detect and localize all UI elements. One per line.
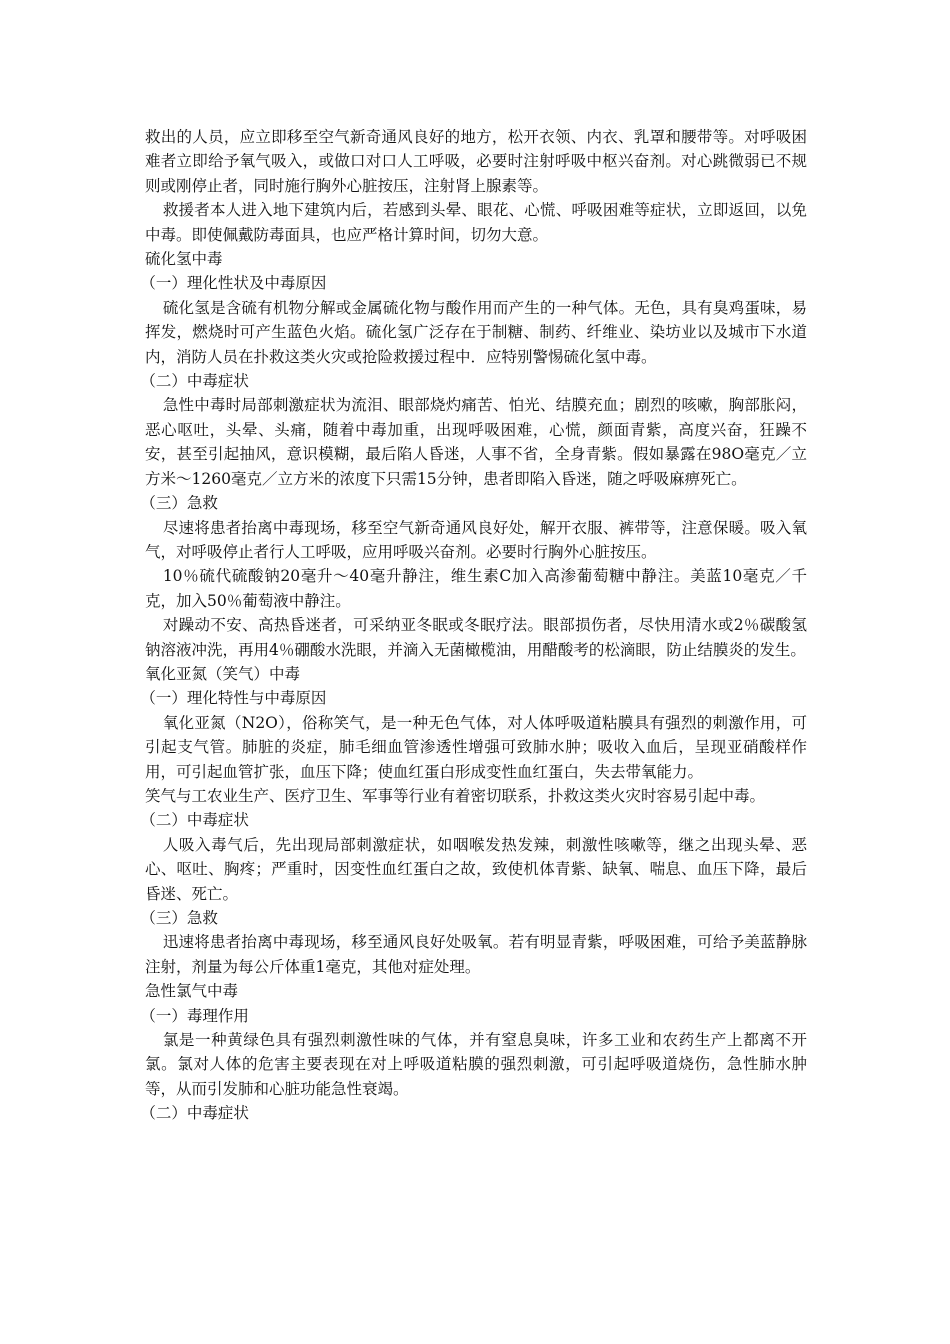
subheading-h2s-first-aid: （三）急救: [140, 494, 218, 513]
paragraph-h2s-first-aid-3: 对躁动不安、高热昏迷者，可采纳亚冬眠或冬眠疗法。眼部损伤者，尽快用清水或2％碳酸氢钠溶液冲洗，再用4％硼酸水洗眼，并滴入无菌橄榄油，用醋酸考的松滴眼，防止结膜炎的发生。: [145, 616, 807, 659]
paragraph-rescuer-safety: 救援者本人进入地下建筑内后，若感到头晕、眼花、心慌、呼吸困难等症状，立即返回，以免中毒。即使佩戴防毒面具，也应严格计算时间，切勿大意。: [145, 201, 807, 244]
subheading-n2o-properties: （一）理化特性与中毒原因: [140, 689, 327, 708]
subheading-n2o-first-aid: （三）急救: [140, 909, 218, 927]
paragraph-h2s-first-aid-1: 尽速将患者抬离中毒现场，移至空气新奇通风良好处，解开衣服、裤带等，注意保暖。吸入氧气，对呼吸停止者行人工呼吸，应用呼吸兴奋剂。必要时行胸外心脏按压。: [145, 518, 807, 561]
section-title-n2o: 氧化亚氮（笑气）中毒: [145, 664, 301, 683]
section-title-chlorine: 急性氯气中毒: [145, 982, 239, 1001]
subheading-chlorine-toxicology: （一）毒理作用: [140, 1006, 249, 1025]
paragraph-h2s-properties: 硫化氢是含硫有机物分解或金属硫化物与酸作用而产生的一种气体。无色，具有臭鸡蛋味，易挥发，燃烧时可产生蓝色火焰。硫化氢广泛存在于制糖、制药、纤维业、染坊业以及城市下水道内，消防人员在扑救这类火灾或抢险救援过程中．应特别警惕硫化氢中毒。: [145, 298, 807, 366]
paragraph-n2o-properties: 氧化亚氮（N2O），俗称笑气，是一种无色气体，对人体呼吸道粘膜具有强烈的刺激作用，可引起支气管。肺脏的炎症，肺毛细血管渗透性增强可致肺水肿；吸收入血后，呈现亚硝酸样作用，可引起血管扩张，血压下降；使血红蛋白形成变性血红蛋白，失去带氧能力。: [145, 713, 807, 781]
paragraph-chlorine-toxicology: 氯是一种黄绿色具有强烈刺激性味的气体，并有窒息臭味，许多工业和农药生产上都离不开氯。氯对人体的危害主要表现在对上呼吸道粘膜的强烈刺激，可引起呼吸道烧伤，急性肺水肿等，从而引发肺和心脏功能急性衰竭。: [145, 1031, 807, 1098]
paragraph-h2s-first-aid-2: 10％硫代硫酸钠20毫升～40毫升静注，维生素C加入高渗葡萄糖中静注。美蓝10毫克／千克，加入50％葡萄液中静注。: [145, 567, 807, 610]
paragraph-n2o-first-aid: 迅速将患者抬离中毒现场，移至通风良好处吸氧。若有明显青紫，呼吸困难，可给予美蓝静脉注射，剂量为每公斤体重1毫克，其他对症处理。: [145, 933, 807, 976]
subheading-h2s-symptoms: （二）中毒症状: [140, 372, 249, 391]
paragraph-h2s-symptoms: 急性中毒时局部刺激症状为流泪、眼部烧灼痛苦、怕光、结膜充血；剧烈的咳嗽，胸部胀闷，恶心呕吐，头晕、头痛，随着中毒加重，出现呼吸困难，心慌，颜面青紫，高度兴奋，狂躁不安，甚至引起抽风，意识模糊，最后陷人昏迷，人事不省，全身青紫。假如暴露在98O毫克／立方米～1260毫克／立方米的浓度下只需15分钟，患者即陷入昏迷，随之呼吸麻痹死亡。: [145, 396, 807, 488]
paragraph-rescue-treatment: 救出的人员，应立即移至空气新奇通风良好的地方，松开衣领、内衣、乳罩和腰带等。对呼吸困难者立即给予氧气吸入，或做口对口人工呼吸，必要时注射呼吸中枢兴奋剂。对心跳微弱已不规则或刚停止者，同时施行胸外心脏按压，注射肾上腺素等。: [145, 128, 807, 195]
section-title-h2s: 硫化氢中毒: [145, 250, 223, 269]
paragraph-n2o-symptoms: 人吸入毒气后，先出现局部刺激症状，如咽喉发热发辣，刺激性咳嗽等，继之出现头晕、恶心、呕吐、胸疼；严重时，因变性血红蛋白之故，致使机体青紫、缺氧、喘息、血压下降，最后昏迷、死亡。: [145, 835, 807, 903]
document-body: [140, 125, 807, 1126]
paragraph-n2o-industry: 笑气与工农业生产、医疗卫生、军事等行业有着密切联系，扑救这类火灾时容易引起中毒。: [145, 786, 766, 805]
subheading-n2o-symptoms: （二）中毒症状: [140, 811, 249, 830]
subheading-h2s-properties: （一）理化性状及中毒原因: [140, 274, 327, 293]
subheading-chlorine-symptoms: （二）中毒症状: [140, 1104, 249, 1123]
